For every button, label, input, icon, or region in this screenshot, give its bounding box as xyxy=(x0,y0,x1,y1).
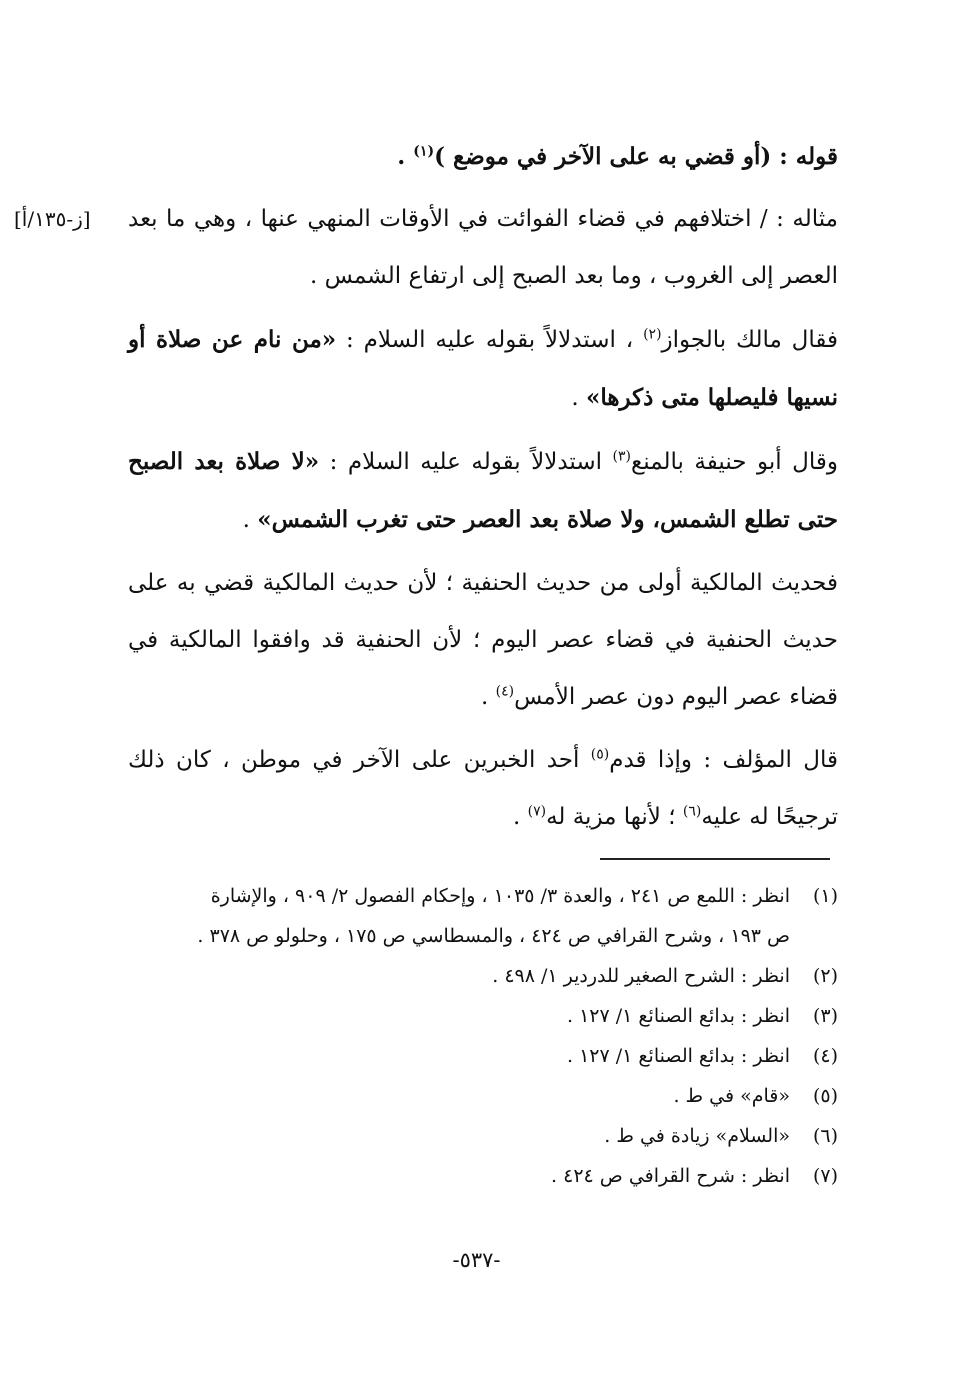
paragraph-2-c: . xyxy=(571,385,586,411)
footnote-number: (٦) xyxy=(812,1125,838,1147)
hadith-quote-2: «لا صلاة بعد الصبح حتى تطلع الشمس، ولا صلاة بعد العصر حتى تغرب الشمس» xyxy=(128,448,838,533)
footnote-text: انظر : بدائع الصنائع ١/ ١٢٧ . xyxy=(567,1005,790,1027)
footnote-number: (٣) xyxy=(812,1005,838,1027)
footnote-ref-5: (٥) xyxy=(590,746,610,763)
paragraph-2 xyxy=(128,311,838,427)
paragraph-5-c: ؛ لأنها مزية له xyxy=(546,804,683,830)
paragraph-4-a: فحديث المالكية أولى من حديث الحنفية ؛ لأن حديث المالكية قضي به على حديث الحنفية في قضاء عصر اليوم ؛ لأن الحنفية قد وافقوا المالكية في قضاء عصر اليوم دون عصر الأمس xyxy=(128,570,838,710)
paragraph-1: مثاله : / اختلافهم في قضاء الفوائت في الأوقات المنهي عنها ، وهي ما بعد العصر إلى الغروب ، وما بعد الصبح إلى ارتفاع الشمس . xyxy=(128,206,838,289)
paragraph-3-b: استدلالاً بقوله عليه السلام : xyxy=(319,449,613,475)
footnote-ref-6: (٦) xyxy=(682,803,702,820)
manuscript-folio-note: [ز-١٣٥/أ] xyxy=(14,207,91,231)
footnote-4 xyxy=(128,1036,838,1076)
paragraph-3 xyxy=(128,433,838,549)
footnote-divider xyxy=(600,858,830,860)
heading-text: قوله : (أو قضي به على الآخر في موضع ) xyxy=(434,143,838,170)
hadith-quote-1: «من نام عن صلاة أو نسيها فليصلها متى ذكرها» xyxy=(128,326,838,411)
footnote-number: (١) xyxy=(812,885,838,907)
footnote-ref-3: (٣) xyxy=(612,448,632,465)
footnote-text: «السلام» زيادة في ط . xyxy=(604,1125,790,1147)
footnote-text: انظر : شرح القرافي ص ٤٢٤ . xyxy=(551,1165,790,1187)
footnote-number: (٥) xyxy=(812,1085,838,1107)
page-number: -٥٣٧- xyxy=(452,1248,501,1272)
footnote-2 xyxy=(128,956,838,996)
heading-quote xyxy=(128,128,838,185)
heading-tail: . xyxy=(397,143,414,170)
paragraph-2-a: فقال مالك بالجواز xyxy=(661,327,838,353)
footnote-number: (٧) xyxy=(812,1165,838,1187)
paragraph-5-b: أحد الخبرين على الآخر في موطن ، كان ذلك ترجيحًا له عليه xyxy=(128,747,838,830)
footnote-text-continued: ص ١٩٣ ، وشرح القرافي ص ٤٢٤ ، والمسطاسي ص ١٧٥ ، وحلولو ص ٣٧٨ . xyxy=(197,925,790,947)
footnote-text: انظر : بدائع الصنائع ١/ ١٢٧ . xyxy=(567,1045,790,1067)
footnote-5 xyxy=(128,1076,838,1116)
paragraph-3-a: وقال أبو حنيفة بالمنع xyxy=(631,449,838,475)
footnote-text: «قام» في ط . xyxy=(673,1085,790,1107)
paragraph-4-c: . xyxy=(481,684,496,710)
paragraph-3-c: . xyxy=(242,507,258,533)
footnotes xyxy=(128,876,838,1196)
footnote-ref-7: (٧) xyxy=(527,803,547,820)
footnote-6 xyxy=(128,1116,838,1156)
paragraph-5-a: قال المؤلف : وإذا قدم xyxy=(609,747,838,773)
paragraph-5-d: . xyxy=(512,804,528,830)
footnote-number: (٢) xyxy=(812,965,838,987)
footnote-ref-4: (٤) xyxy=(495,683,515,700)
paragraph-4 xyxy=(128,555,838,726)
paragraph-5 xyxy=(128,732,838,846)
main-text xyxy=(128,128,838,846)
footnote-7 xyxy=(128,1156,838,1196)
footnote-3 xyxy=(128,996,838,1036)
footnote-text: انظر : الشرح الصغير للدردير ١/ ٤٩٨ . xyxy=(492,965,790,987)
footnote-ref-2: (٢) xyxy=(643,326,662,343)
footnote-ref-1: (١) xyxy=(413,143,435,160)
paragraph-2-b: ، استدلالاً بقوله عليه السلام : xyxy=(336,327,644,353)
footnote-1 xyxy=(128,876,838,956)
footnote-number: (٤) xyxy=(812,1045,838,1067)
footnote-text: انظر : اللمع ص ٢٤١ ، والعدة ٣/ ١٠٣٥ ، وإحكام الفصول ٢/ ٩٠٩ ، والإشارة xyxy=(210,885,790,907)
